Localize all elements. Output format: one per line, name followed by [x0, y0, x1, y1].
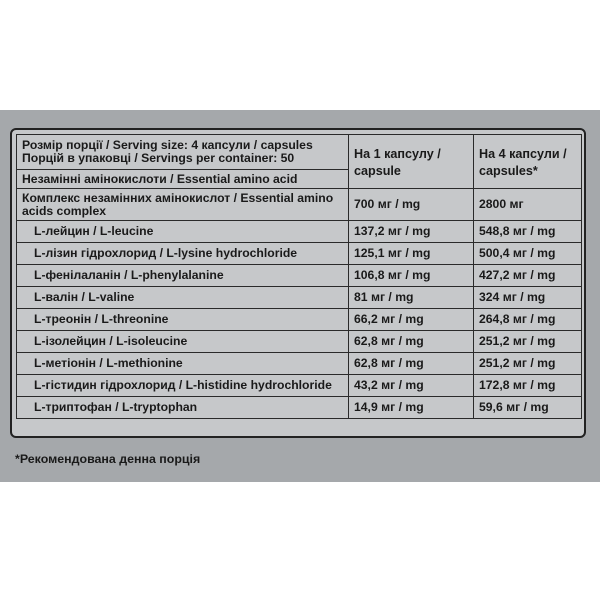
per-capsule-value: 137,2 мг / mg [349, 221, 474, 243]
serving-info-cell [17, 135, 349, 170]
amino-acid-rows [17, 221, 582, 419]
table-row [17, 243, 582, 265]
section-label: Незамінні амінокислоти / Essential amino acid [17, 170, 349, 189]
per-4-capsules-value: 172,8 мг / mg [474, 375, 582, 397]
per-4-capsules-value: 324 мг / mg [474, 287, 582, 309]
amino-acid-name: L-ізолейцин / L-isoleucine [17, 331, 349, 353]
per-4-capsules-value: 500,4 мг / mg [474, 243, 582, 265]
per-capsule-value: 66,2 мг / mg [349, 309, 474, 331]
per-capsule-value: 62,8 мг / mg [349, 331, 474, 353]
per-4-capsules-value: 251,2 мг / mg [474, 353, 582, 375]
nutrition-table-frame [10, 128, 586, 438]
table-row-complex [17, 189, 582, 221]
per-capsule-value: 81 мг / mg [349, 287, 474, 309]
table-row [17, 265, 582, 287]
supplement-facts-panel [0, 110, 600, 482]
table-row [17, 353, 582, 375]
complex-per-capsule: 700 мг / mg [349, 189, 474, 221]
servings-per-container: Порцій в упаковці / Servings per container: 50 [22, 151, 295, 165]
table-row [17, 287, 582, 309]
footnote: *Рекомендована денна порція [15, 452, 201, 466]
table-row [17, 309, 582, 331]
table-row [17, 397, 582, 419]
table-row [17, 331, 582, 353]
per-4-capsules-value: 264,8 мг / mg [474, 309, 582, 331]
per-4-capsules-header: На 4 капсули / capsules* [474, 135, 582, 189]
table-row [17, 221, 582, 243]
per-capsule-value: 106,8 мг / mg [349, 265, 474, 287]
per-4-capsules-value: 427,2 мг / mg [474, 265, 582, 287]
complex-name: Комплекс незамінних амінокислот / Essential amino acids complex [17, 189, 349, 221]
amino-acid-name: L-метіонін / L-methionine [17, 353, 349, 375]
amino-acid-name: L-триптофан / L-tryptophan [17, 397, 349, 419]
amino-acid-name: L-фенілаланін / L-phenylalanine [17, 265, 349, 287]
serving-size: Розмір порції / Serving size: 4 капсули / capsules [22, 138, 313, 152]
per-capsule-header: На 1 капсулу / capsule [349, 135, 474, 189]
amino-acid-name: L-лейцин / L-leucine [17, 221, 349, 243]
per-capsule-value: 125,1 мг / mg [349, 243, 474, 265]
amino-acid-name: L-валін / L-valine [17, 287, 349, 309]
per-4-capsules-value: 548,8 мг / mg [474, 221, 582, 243]
per-4-capsules-value: 251,2 мг / mg [474, 331, 582, 353]
amino-acid-name: L-лізин гідрохлорид / L-lysine hydrochloride [17, 243, 349, 265]
table-row [17, 375, 582, 397]
amino-acid-name: L-гістидин гідрохлорид / L-histidine hydrochloride [17, 375, 349, 397]
table-header-row [17, 135, 582, 170]
complex-per-4-capsules: 2800 мг [474, 189, 582, 221]
amino-acid-name: L-треонін / L-threonine [17, 309, 349, 331]
per-capsule-value: 43,2 мг / mg [349, 375, 474, 397]
per-capsule-value: 62,8 мг / mg [349, 353, 474, 375]
per-capsule-value: 14,9 мг / mg [349, 397, 474, 419]
amino-acid-table [16, 134, 582, 419]
per-4-capsules-value: 59,6 мг / mg [474, 397, 582, 419]
